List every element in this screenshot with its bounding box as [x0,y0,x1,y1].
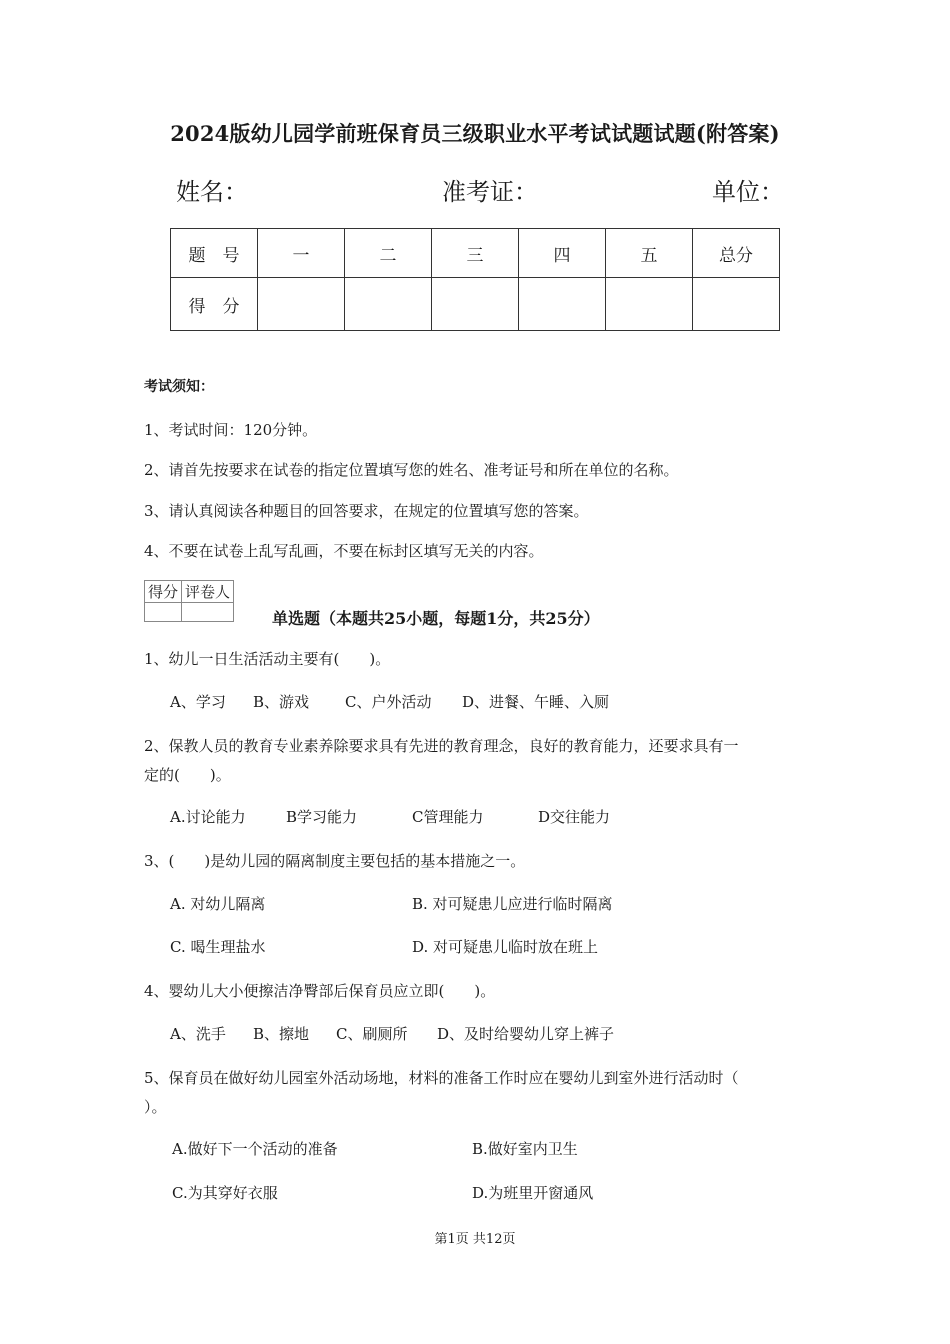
exam-id-field-label: 准考证： [442,178,538,206]
option-d[interactable]: D. 对可疑患儿临时放在班上 [412,938,599,956]
option-a[interactable]: A.做好下一个活动的准备 [172,1140,338,1158]
question-text: 2、保教人员的教育专业素养除要求具有先进的教育理念，良好的教育能力，还要求具有一 [144,737,739,755]
score-header-cell: 四 [519,229,606,278]
question-text: 4、婴幼儿大小便擦洁净臀部后保育员应立即( )。 [144,982,496,1000]
score-header-cell: 一 [258,229,345,278]
option-d[interactable]: D交往能力 [538,808,611,826]
option-b[interactable]: B. 对可疑患儿应进行临时隔离 [412,895,613,913]
option-d[interactable]: D、及时给婴幼儿穿上裤子 [437,1025,615,1043]
option-d[interactable]: D.为班里开窗通风 [472,1184,594,1202]
score-cell[interactable] [519,278,606,331]
option-c[interactable]: C. 喝生理盐水 [170,938,266,956]
grader-reviewer-label: 评卷人 [182,581,234,603]
option-b[interactable]: B、擦地 [253,1025,310,1043]
notice-heading: 考试须知： [144,379,214,395]
notice-item: 4、不要在试卷上乱写乱画，不要在标封区填写无关的内容。 [144,542,544,560]
question-text: 1、幼儿一日生活活动主要有( )。 [144,650,391,668]
grader-score-label: 得分 [145,581,182,603]
notice-item: 3、请认真阅读各种题目的回答要求，在规定的位置填写您的答案。 [144,502,589,520]
score-row-label: 得 分 [171,278,258,331]
score-header-cell: 题 号 [171,229,258,278]
option-a[interactable]: A、洗手 [170,1025,226,1043]
score-table-score-row [171,278,780,331]
option-b[interactable]: B.做好室内卫生 [472,1140,578,1158]
option-c[interactable]: C、刷厕所 [336,1025,408,1043]
grader-box [144,580,234,622]
question-text: 3、( )是幼儿园的隔离制度主要包括的基本措施之一。 [144,852,526,870]
score-header-cell: 五 [606,229,693,278]
option-b[interactable]: B、游戏 [253,693,310,711]
score-header-cell: 二 [345,229,432,278]
section-title: 单选题（本题共25小题，每题1分，共25分） [272,609,600,628]
grader-score-cell[interactable] [145,603,182,622]
score-cell[interactable] [693,278,780,331]
option-c[interactable]: C管理能力 [412,808,484,826]
option-a[interactable]: A.讨论能力 [170,808,246,826]
option-c[interactable]: C、户外活动 [345,693,432,711]
score-header-cell: 三 [432,229,519,278]
score-cell[interactable] [606,278,693,331]
score-table-header-row [171,229,780,278]
question-text-continued: ）。 [144,1098,167,1116]
option-a[interactable]: A. 对幼儿隔离 [170,895,266,913]
notice-item: 1、考试时间：120分钟。 [144,421,318,439]
question-text: 5、保育员在做好幼儿园室外活动场地，材料的准备工作时应在婴幼儿到室外进行活动时（ [144,1069,739,1087]
name-field-label: 姓名： [176,178,248,206]
option-a[interactable]: A、学习 [170,693,226,711]
notice-item: 2、请首先按要求在试卷的指定位置填写您的姓名、准考证号和所在单位的名称。 [144,461,679,479]
option-b[interactable]: B学习能力 [286,808,358,826]
question-text-continued: 定的( )。 [144,766,231,784]
unit-field-label: 单位： [712,178,784,206]
page-footer: 第1页 共12页 [434,1232,516,1247]
option-d[interactable]: D、进餐、午睡、入厕 [462,693,610,711]
score-cell[interactable] [345,278,432,331]
score-table [170,228,780,331]
score-cell[interactable] [432,278,519,331]
score-header-cell: 总分 [693,229,780,278]
option-c[interactable]: C.为其穿好衣服 [172,1184,278,1202]
score-cell[interactable] [258,278,345,331]
document-title: 2024版幼儿园学前班保育员三级职业水平考试试题试题(附答案) [170,121,780,146]
grader-reviewer-cell[interactable] [182,603,234,622]
